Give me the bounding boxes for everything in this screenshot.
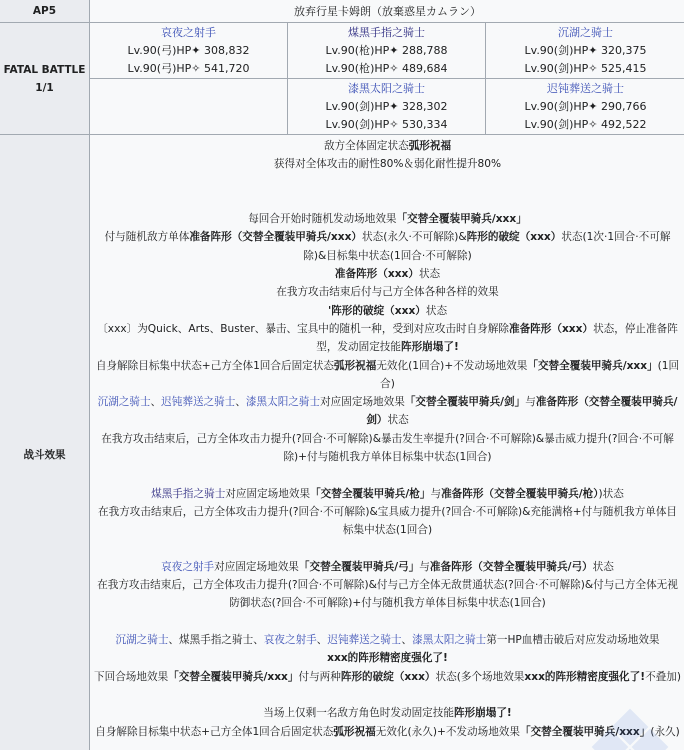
- enemy-hp-2: Lv.90(剑)HP✧ 525,415: [524, 62, 647, 75]
- effect-line: 哀夜之射手对应固定场地效果「交替全覆装甲骑兵/弓」与准备阵形（交替全覆装甲骑兵/弓）状态: [161, 560, 614, 573]
- effect-line: 沉湖之骑士、迟钝葬送之骑士、漆黑太阳之骑士对应固定场地效果「交替全覆装甲骑兵/剑」与准备阵形（交替全覆装甲骑兵/剑）状态: [97, 396, 678, 427]
- enemy-link[interactable]: 漆黑太阳之骑士: [412, 634, 487, 647]
- enemy-hp-1: Lv.90(弓)HP✦ 308,832: [127, 44, 250, 57]
- enemy-link[interactable]: 迟钝葬送之骑士: [161, 396, 236, 409]
- effect-line: 获得对全体攻击的耐性80%＆弱化耐性提升80%: [273, 158, 502, 171]
- quest-title: 放弃行星卡姆朗（放棄惑星カムラン）: [90, 0, 684, 23]
- enemy-cell: [486, 23, 684, 79]
- effect-line: 准备阵形（xxx）状态: [334, 268, 441, 281]
- enemy-name-link[interactable]: 哀夜之射手: [161, 26, 216, 39]
- enemy-hp-2: Lv.90(剑)HP✧ 492,522: [524, 118, 647, 131]
- ap-label: AP5: [0, 0, 90, 23]
- enemy-link[interactable]: 煤黑手指之骑士: [151, 487, 226, 500]
- enemy-cell: [288, 79, 486, 135]
- effect-line: 自身解除目标集中状态+己方全体1回合后固定状态弧形祝福无效化(1回合)+不发动场地效果「交替全覆装甲骑兵/xxx」(1回合): [95, 359, 680, 390]
- enemy-name-link[interactable]: 煤黑手指之骑士: [348, 26, 425, 39]
- effects-content: [90, 135, 684, 750]
- enemy-link[interactable]: 沉湖之骑士: [115, 634, 169, 647]
- effect-line: 每回合开始时随机发动场地效果「交替全覆装甲骑兵/xxx」: [248, 213, 527, 226]
- effect-line: 付与随机敌方单体准备阵形（交替全覆装甲骑兵/xxx）状态(永久·不可解除)&阵形的破绽（xxx）状态(1次·1回合·不可解除)&目标集中状态(1回合·不可解除): [104, 231, 671, 262]
- ap-row: [0, 0, 684, 23]
- enemy-hp-1: Lv.90(枪)HP✦ 288,788: [325, 44, 448, 57]
- enemy-link[interactable]: 漆黑太阳之骑士: [245, 396, 321, 409]
- enemy-cell: [90, 23, 288, 79]
- effect-line: 在我方攻击结束后，己方全体攻击力提升(?回合·不可解除)&宝具威力提升(?回合·不可解除)&充能满格+付与随机我方单体目标集中状态(1回合): [98, 505, 678, 537]
- enemy-name-link[interactable]: 沉湖之骑士: [558, 26, 614, 39]
- effect-line: 沉湖之骑士、煤黑手指之骑士、哀夜之射手、迟钝葬送之骑士、漆黑太阳之骑士第一HP血槽击破后对应发动场地效果: [115, 634, 660, 647]
- battle-label-line1: FATAL BATTLE: [3, 63, 86, 76]
- enemy-cell: [486, 79, 684, 135]
- effect-line: xxx的阵形精密度强化了!: [327, 652, 448, 665]
- effect-line: 在我方攻击结束后，己方全体攻击力提升(?回合·不可解除)&付与己方全体无敌贯通状态(?回合·不可解除)&付与己方全体无视防御状态(?回合·不可解除)+付与随机我方单体目标集中状态(1回合): [97, 579, 678, 610]
- effect-line: 敌方全体固定状态弧形祝福: [323, 140, 452, 152]
- enemy-hp-1: Lv.90(剑)HP✦ 320,375: [524, 44, 647, 57]
- enemy-name-link[interactable]: 漆黑太阳之骑士: [348, 82, 425, 95]
- enemy-link[interactable]: 迟钝葬送之骑士: [327, 634, 402, 647]
- effect-line: 〔xxx〕为Quick、Arts、Buster、暴击、宝具中的随机一种，受到对应攻击时自身解除准备阵形（xxx）状态，停止准备阵型，发动固定技能阵形崩塌了!: [97, 322, 678, 354]
- effect-line: 自身解除目标集中状态+己方全体1回合后固定状态弧形祝福无效化(永久)+不发动场地效果「交替全覆装甲骑兵/xxx」(永久): [95, 725, 680, 738]
- enemy-link[interactable]: 沉湖之骑士: [97, 396, 151, 409]
- enemy-row-1: [0, 23, 684, 79]
- effect-line: 下回合场地效果「交替全覆装甲骑兵/xxx」付与两种阵形的破绽（xxx）状态(多个场地效果xxx的阵形精密度强化了!不叠加): [94, 670, 682, 683]
- enemy-cell: [288, 23, 486, 79]
- enemy-hp-2: Lv.90(枪)HP✧ 489,684: [325, 62, 448, 75]
- effects-label: 战斗效果: [0, 135, 90, 750]
- enemy-hp-2: Lv.90(剑)HP✧ 530,334: [325, 118, 448, 131]
- battle-label: [0, 23, 90, 135]
- battle-label-line2: 1/1: [35, 81, 54, 94]
- enemy-row-2: [0, 79, 684, 135]
- enemy-hp-1: Lv.90(剑)HP✦ 328,302: [325, 100, 448, 113]
- effect-line: '阵形的破绽（xxx）状态: [327, 304, 448, 317]
- enemy-name-link[interactable]: 迟钝葬送之骑士: [547, 82, 625, 95]
- enemy-hp-2: Lv.90(弓)HP✧ 541,720: [127, 62, 250, 75]
- effect-line: 在我方攻击结束后付与己方全体各种各样的效果: [276, 286, 499, 299]
- enemy-name: 煤黑手指之骑士: [179, 634, 254, 647]
- enemy-link[interactable]: 哀夜之射手: [263, 634, 317, 647]
- effects-row: [0, 135, 684, 750]
- effect-line: 煤黑手指之骑士对应固定场地效果「交替全覆装甲骑兵/枪」与准备阵形（交替全覆装甲骑兵/枪）)状态: [151, 487, 624, 500]
- effect-line: 在我方攻击结束后，己方全体攻击力提升(?回合·不可解除)&暴击发生率提升(?回合·不可解除)&暴击威力提升(?回合·不可解除)+付与随机我方单体目标集中状态(1回合): [101, 432, 674, 464]
- effect-line: 当场上仅剩一名敌方角色时发动固定技能阵形崩塌了!: [263, 707, 512, 720]
- empty-enemy-cell: [90, 79, 288, 135]
- enemy-hp-1: Lv.90(剑)HP✦ 290,766: [524, 100, 647, 113]
- enemy-link[interactable]: 哀夜之射手: [161, 560, 215, 573]
